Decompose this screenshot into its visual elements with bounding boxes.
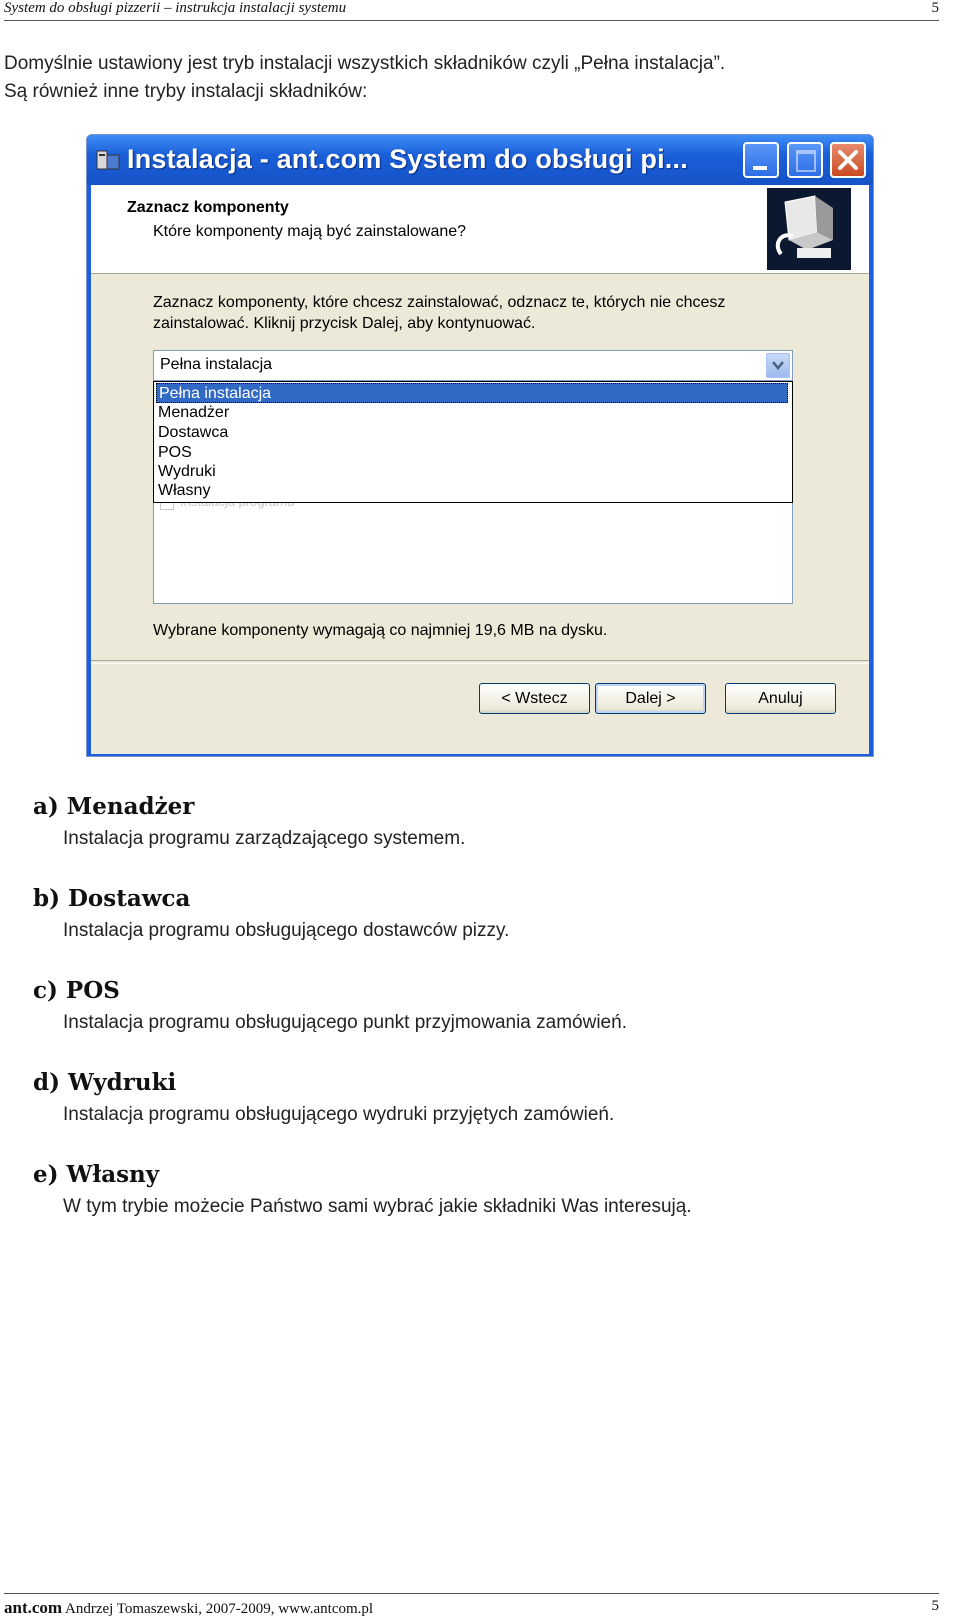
back-button[interactable]: < Wstecz (479, 683, 590, 714)
mode-title: d) Wydruki (33, 1069, 177, 1096)
install-type-value: Pełna instalacja (160, 356, 273, 373)
footer-text: Andrzej Tomaszewski, 2007-2009, www.antcom.pl (65, 1601, 374, 1617)
intro-text (4, 50, 725, 106)
dropdown-option[interactable]: Dostawca (158, 424, 229, 441)
next-button[interactable]: Dalej > (595, 683, 706, 714)
mode-item (33, 882, 913, 974)
dialog-header-panel (91, 185, 869, 274)
maximize-button[interactable] (787, 142, 823, 178)
dialog-subheading: Które komponenty mają być zainstalowane? (153, 223, 467, 240)
mode-item (33, 1066, 913, 1158)
header-title: System do obsługi pizzerii – instrukcja instalacji systemu (4, 0, 347, 16)
mode-item (33, 974, 913, 1066)
close-icon (836, 148, 860, 172)
install-type-select[interactable] (153, 350, 793, 381)
intro-line-1: Domyślnie ustawiony jest tryb instalacji wszystkich składników czyli „Pełna instalacja”. (4, 53, 726, 74)
mode-title: a) Menadżer (33, 793, 195, 820)
install-modes-list (33, 790, 913, 1250)
footer-brand: ant.com (4, 1598, 63, 1617)
mode-description: Instalacja programu zarządzającego systemem. (63, 828, 466, 849)
page-footer (4, 1593, 939, 1618)
dropdown-option[interactable]: POS (158, 444, 192, 461)
mode-title: e) Własny (33, 1161, 160, 1188)
dropdown-option[interactable]: Wydruki (158, 463, 216, 480)
dropdown-option[interactable]: Menadżer (158, 404, 230, 421)
dialog-title: Instalacja - ant.com System do obsługi pi... (127, 144, 688, 174)
disk-requirement-text: Wybrane komponenty wymagają co najmniej 19,6 MB na dysku. (153, 622, 608, 639)
close-button[interactable] (830, 142, 866, 178)
minimize-button[interactable] (743, 142, 779, 178)
instruction-text: Zaznacz komponenty, które chcesz zainstalować, odznacz te, których nie chcesz zainstalować. Kliknij przycisk Dalej, aby kontynuować. (153, 294, 726, 332)
dropdown-option[interactable]: Własny (158, 482, 211, 499)
intro-line-2: Są również inne tryby instalacji składników: (4, 81, 368, 102)
mode-item (33, 1158, 913, 1250)
dialog-body (91, 185, 869, 754)
mode-title: b) Dostawca (33, 885, 191, 912)
dialog-heading: Zaznacz komponenty (127, 199, 289, 216)
installer-logo-icon (767, 188, 851, 270)
footer-page-number: 5 (931, 1598, 939, 1614)
cancel-button[interactable]: Anuluj (725, 683, 836, 714)
mode-description: Instalacja programu obsługującego wydruki przyjętych zamówień. (63, 1104, 615, 1125)
dialog-titlebar[interactable] (87, 135, 873, 185)
page-header (4, 0, 939, 21)
divider (91, 660, 869, 664)
installer-dialog (86, 134, 874, 757)
mode-description: Instalacja programu obsługującego punkt przyjmowania zamówień. (63, 1012, 627, 1033)
mode-description: Instalacja programu obsługującego dostawców pizzy. (63, 920, 510, 941)
dropdown-option[interactable]: Pełna instalacja (156, 383, 788, 403)
installer-icon (95, 147, 121, 173)
install-type-dropdown-list[interactable] (153, 381, 793, 503)
mode-title: c) POS (33, 977, 120, 1004)
mode-description: W tym trybie możecie Państwo sami wybrać jakie składniki Was interesują. (63, 1196, 692, 1217)
footer-text-line (4, 1598, 373, 1618)
header-page-number: 5 (931, 0, 939, 16)
mode-item (33, 790, 913, 882)
chevron-down-icon (772, 361, 784, 370)
dropdown-arrow-button[interactable] (766, 353, 790, 378)
